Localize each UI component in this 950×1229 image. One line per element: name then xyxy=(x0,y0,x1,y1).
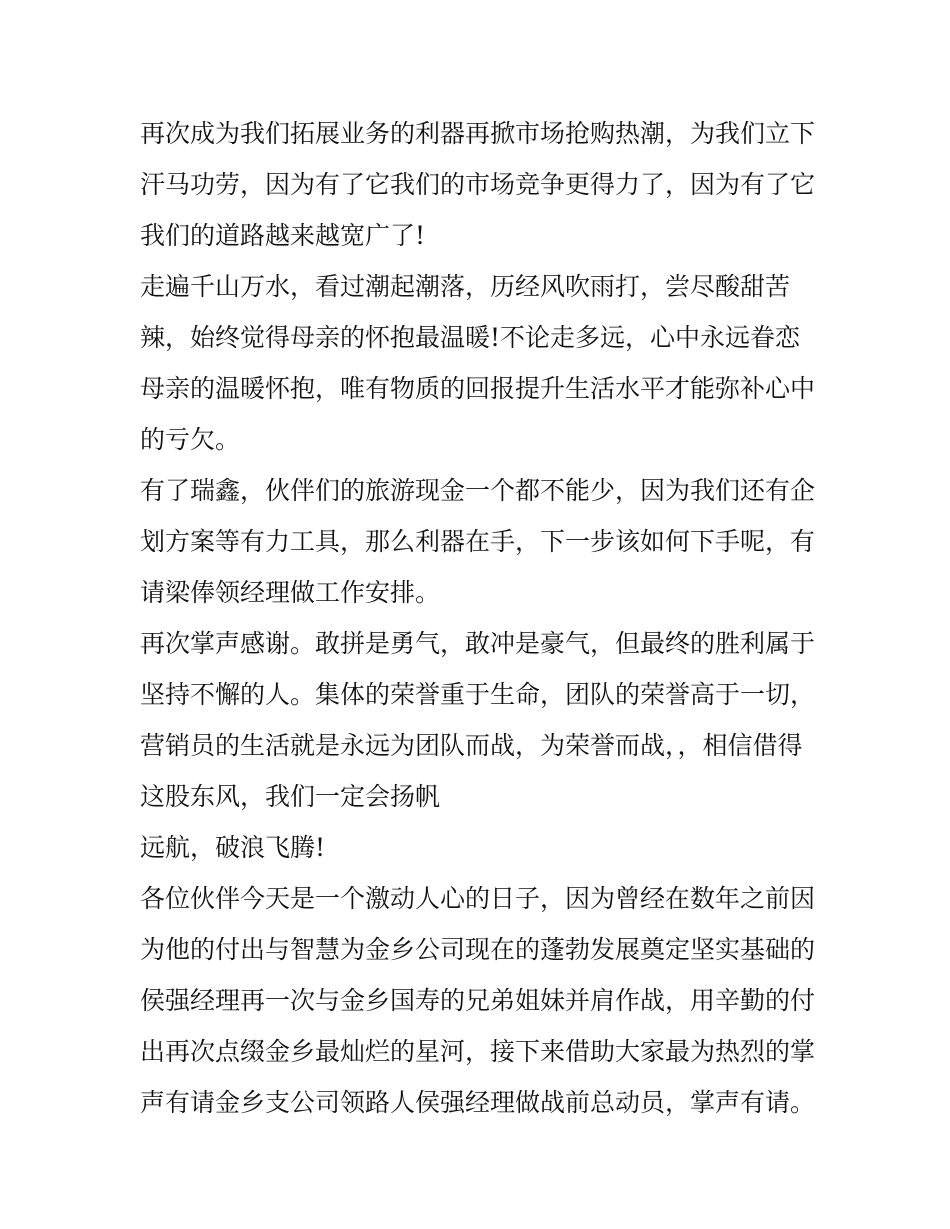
text-line: 的亏欠。 xyxy=(140,425,241,454)
text-line: 这股东风，我们一定会扬帆 xyxy=(140,782,441,811)
text-line: 辣，始终觉得母亲的怀抱最温暖!不论走多远，心中永远眷恋 xyxy=(140,323,801,352)
text-line: 为他的付出与智慧为金乡公司现在的蓬勃发展奠定坚实基础的 xyxy=(140,935,816,964)
text-line: 声有请金乡支公司领路人侯强经理做战前总动员，掌声有请。 xyxy=(140,1088,816,1117)
text-line: 母亲的温暖怀抱，唯有物质的回报提升生活水平才能弥补心中 xyxy=(140,374,816,403)
text-line: 请梁俸领经理做工作安排。 xyxy=(140,578,441,607)
text-line: 划方案等有力工具，那么利器在手，下一步该如何下手呢，有 xyxy=(140,527,816,556)
text-line: 侯强经理再一次与金乡国寿的兄弟姐妹并肩作战，用辛勤的付 xyxy=(140,986,816,1015)
text-line: 有了瑞鑫，伙伴们的旅游现金一个都不能少，因为我们还有企 xyxy=(140,476,816,505)
text-line: 汗马功劳，因为有了它我们的市场竞争更得力了，因为有了它 xyxy=(140,170,816,199)
text-line: 再次掌声感谢。敢拼是勇气，敢冲是豪气，但最终的胜利属于 xyxy=(140,629,816,658)
text-line: 远航，破浪飞腾! xyxy=(140,833,326,862)
text-line: 出再次点缀金乡最灿烂的星河，接下来借助大家最为热烈的掌 xyxy=(140,1037,816,1066)
body-text xyxy=(140,108,830,1128)
text-line: 坚持不懈的人。集体的荣誉重于生命，团队的荣誉高于一切， xyxy=(140,680,816,709)
text-line: 我们的道路越来越宽广了! xyxy=(140,221,426,250)
text-line: 走遍千山万水，看过潮起潮落，历经风吹雨打，尝尽酸甜苦 xyxy=(140,272,791,301)
text-line: 再次成为我们拓展业务的利器再掀市场抢购热潮，为我们立下 xyxy=(140,119,816,148)
text-line: 营销员的生活就是永远为团队而战，为荣誉而战，，相信借得 xyxy=(140,731,803,760)
text-line: 各位伙伴今天是一个激动人心的日子，因为曾经在数年之前因 xyxy=(140,884,816,913)
